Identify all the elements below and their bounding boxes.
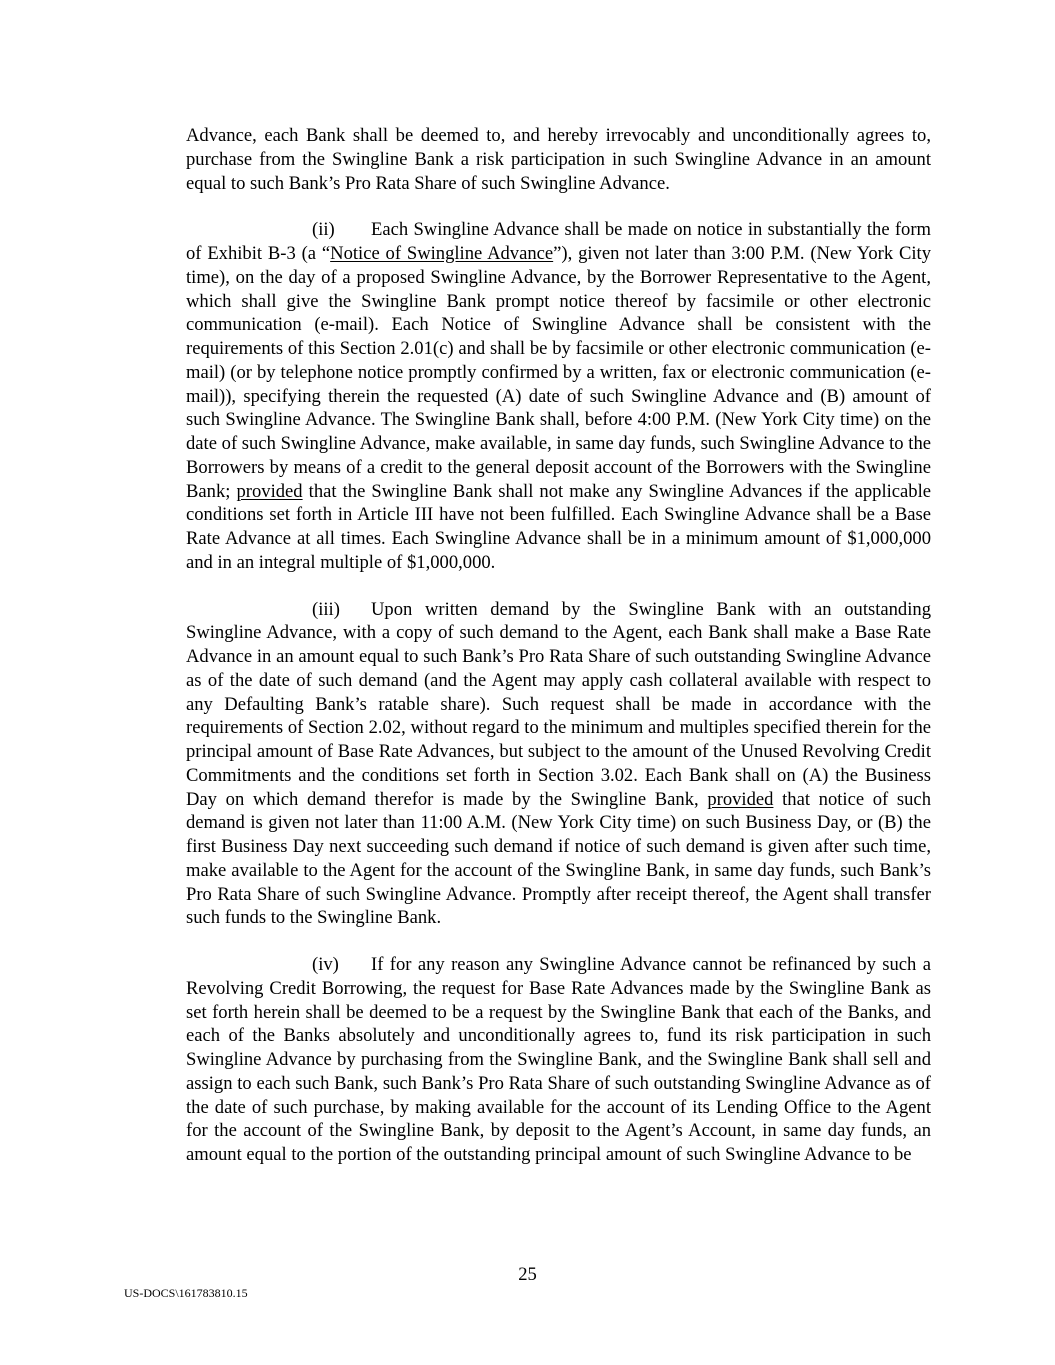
paragraph-text: that notice of such demand is given not later than 11:00 A.M. (New York City time) on such Business Day, or (B) the first Business Day next succeeding such demand if notice of such demand is given after such time, make available to the Agent for the account of the Swingline Bank, in same day funds, such Bank’s Pro Rata Share of such Swingline Advance. Promptly after receipt thereof, the Agent shall transfer such funds to the Swingline Bank.	[186, 788, 931, 929]
paragraph-text: Each Swingline Advance shall be made on notice in substantially the form of Exhibit B-3 (a “	[186, 219, 931, 264]
document-body	[186, 124, 931, 1190]
paragraph-text: Advance, each Bank shall be deemed to, and hereby irrevocably and unconditionally agrees to, purchase from the Swingline Bank a risk participation in such Swingline Advance in an amount equal to such Bank’s Pro Rata Share of such Swingline Advance.	[186, 125, 931, 194]
paragraph-enumerator: (iv)	[312, 954, 339, 975]
paragraph-text: ”), given not later than 3:00 P.M. (New York City time), on the day of a proposed Swingline Advance, by the Borrower Representative to the Agent, which shall give the Swingline Bank prompt notice thereof by facsimile or other electronic communication (e-mail). Each Notice of Swingline Advance shall be consistent with the requirements of this Section 2.01(c) and shall be by facsimile or other electronic communication (e-mail) (or by telephone notice promptly confirmed by a written, fax or electronic communication (e-mail)), specifying therein the requested (A) date of such Swingline Advance and (B) amount of such Swingline Advance. The Swingline Bank shall, before 4:00 P.M. (New York City time) on the date of such Swingline Advance, make available, in same day funds, such Swingline Advance to the Borrowers by means of a credit to the general deposit account of the Borrowers with the Swingline Bank;	[186, 243, 932, 502]
paragraph-text: that the Swingline Bank shall not make any Swingline Advances if the applicable conditions set forth in Article III have not been fulfilled. Each Swingline Advance shall be a Base Rate Advance at all times. Each Swingline Advance shall be in a minimum amount of $1,000,000 and in an integral multiple of $1,000,000.	[186, 480, 931, 573]
paragraph-continuation	[186, 124, 931, 195]
defined-term-notice-of-swingline-advance: Notice of Swingline Advance	[330, 243, 554, 264]
paragraph-ii	[186, 218, 931, 574]
paragraph-enumerator: (iii)	[312, 598, 340, 620]
page-number: 25	[518, 1264, 537, 1285]
paragraph-iv	[186, 953, 931, 1167]
paragraph-iii	[186, 598, 931, 931]
proviso-term: provided	[707, 788, 774, 810]
paragraph-text: If for any reason any Swingline Advance cannot be refinanced by such a Revolving Credit Borrowing, the request for Base Rate Advances made by the Swingline Bank as set forth herein shall be deemed to be a request by the Swingline Bank that each of the Banks, and each of the Banks absolutely and unconditionally agrees to, fund its risk participation in such Swingline Advance by purchasing from the Swingline Bank, and the Swingline Bank shall sell and assign to each such Bank, such Bank’s Pro Rata Share of such outstanding Swingline Advance as of the date of such purchase, by making available for the account of its Lending Office to the Agent for the account of the Swingline Bank, by deposit to the Agent’s Account, in same day funds, an amount equal to the portion of the outstanding principal amount of such Swingline Advance to be	[186, 954, 931, 1165]
document-id: US-DOCS\161783810.15	[124, 1286, 248, 1300]
paragraph-text: Upon written demand by the Swingline Bank with an outstanding Swingline Advance, with a copy of such demand to the Agent, each Bank shall make a Base Rate Advance in an amount equal to such Bank’s Pro Rata Share of such outstanding Swingline Advance as of the date of such demand (and the Agent may apply cash collateral available with respect to any Defaulting Bank’s ratable share). Such request shall be made in accordance with the requirements of Section 2.02, without regard to the minimum and multiples specified therein for the principal amount of Base Rate Advances, but subject to the amount of the Unused Revolving Credit Commitments and the conditions set forth in Section 3.02. Each Bank shall on (A) the Business Day on which demand therefor is made by the Swingline Bank,	[186, 598, 931, 810]
proviso-term: provided	[236, 480, 303, 502]
paragraph-enumerator: (ii)	[312, 219, 335, 241]
